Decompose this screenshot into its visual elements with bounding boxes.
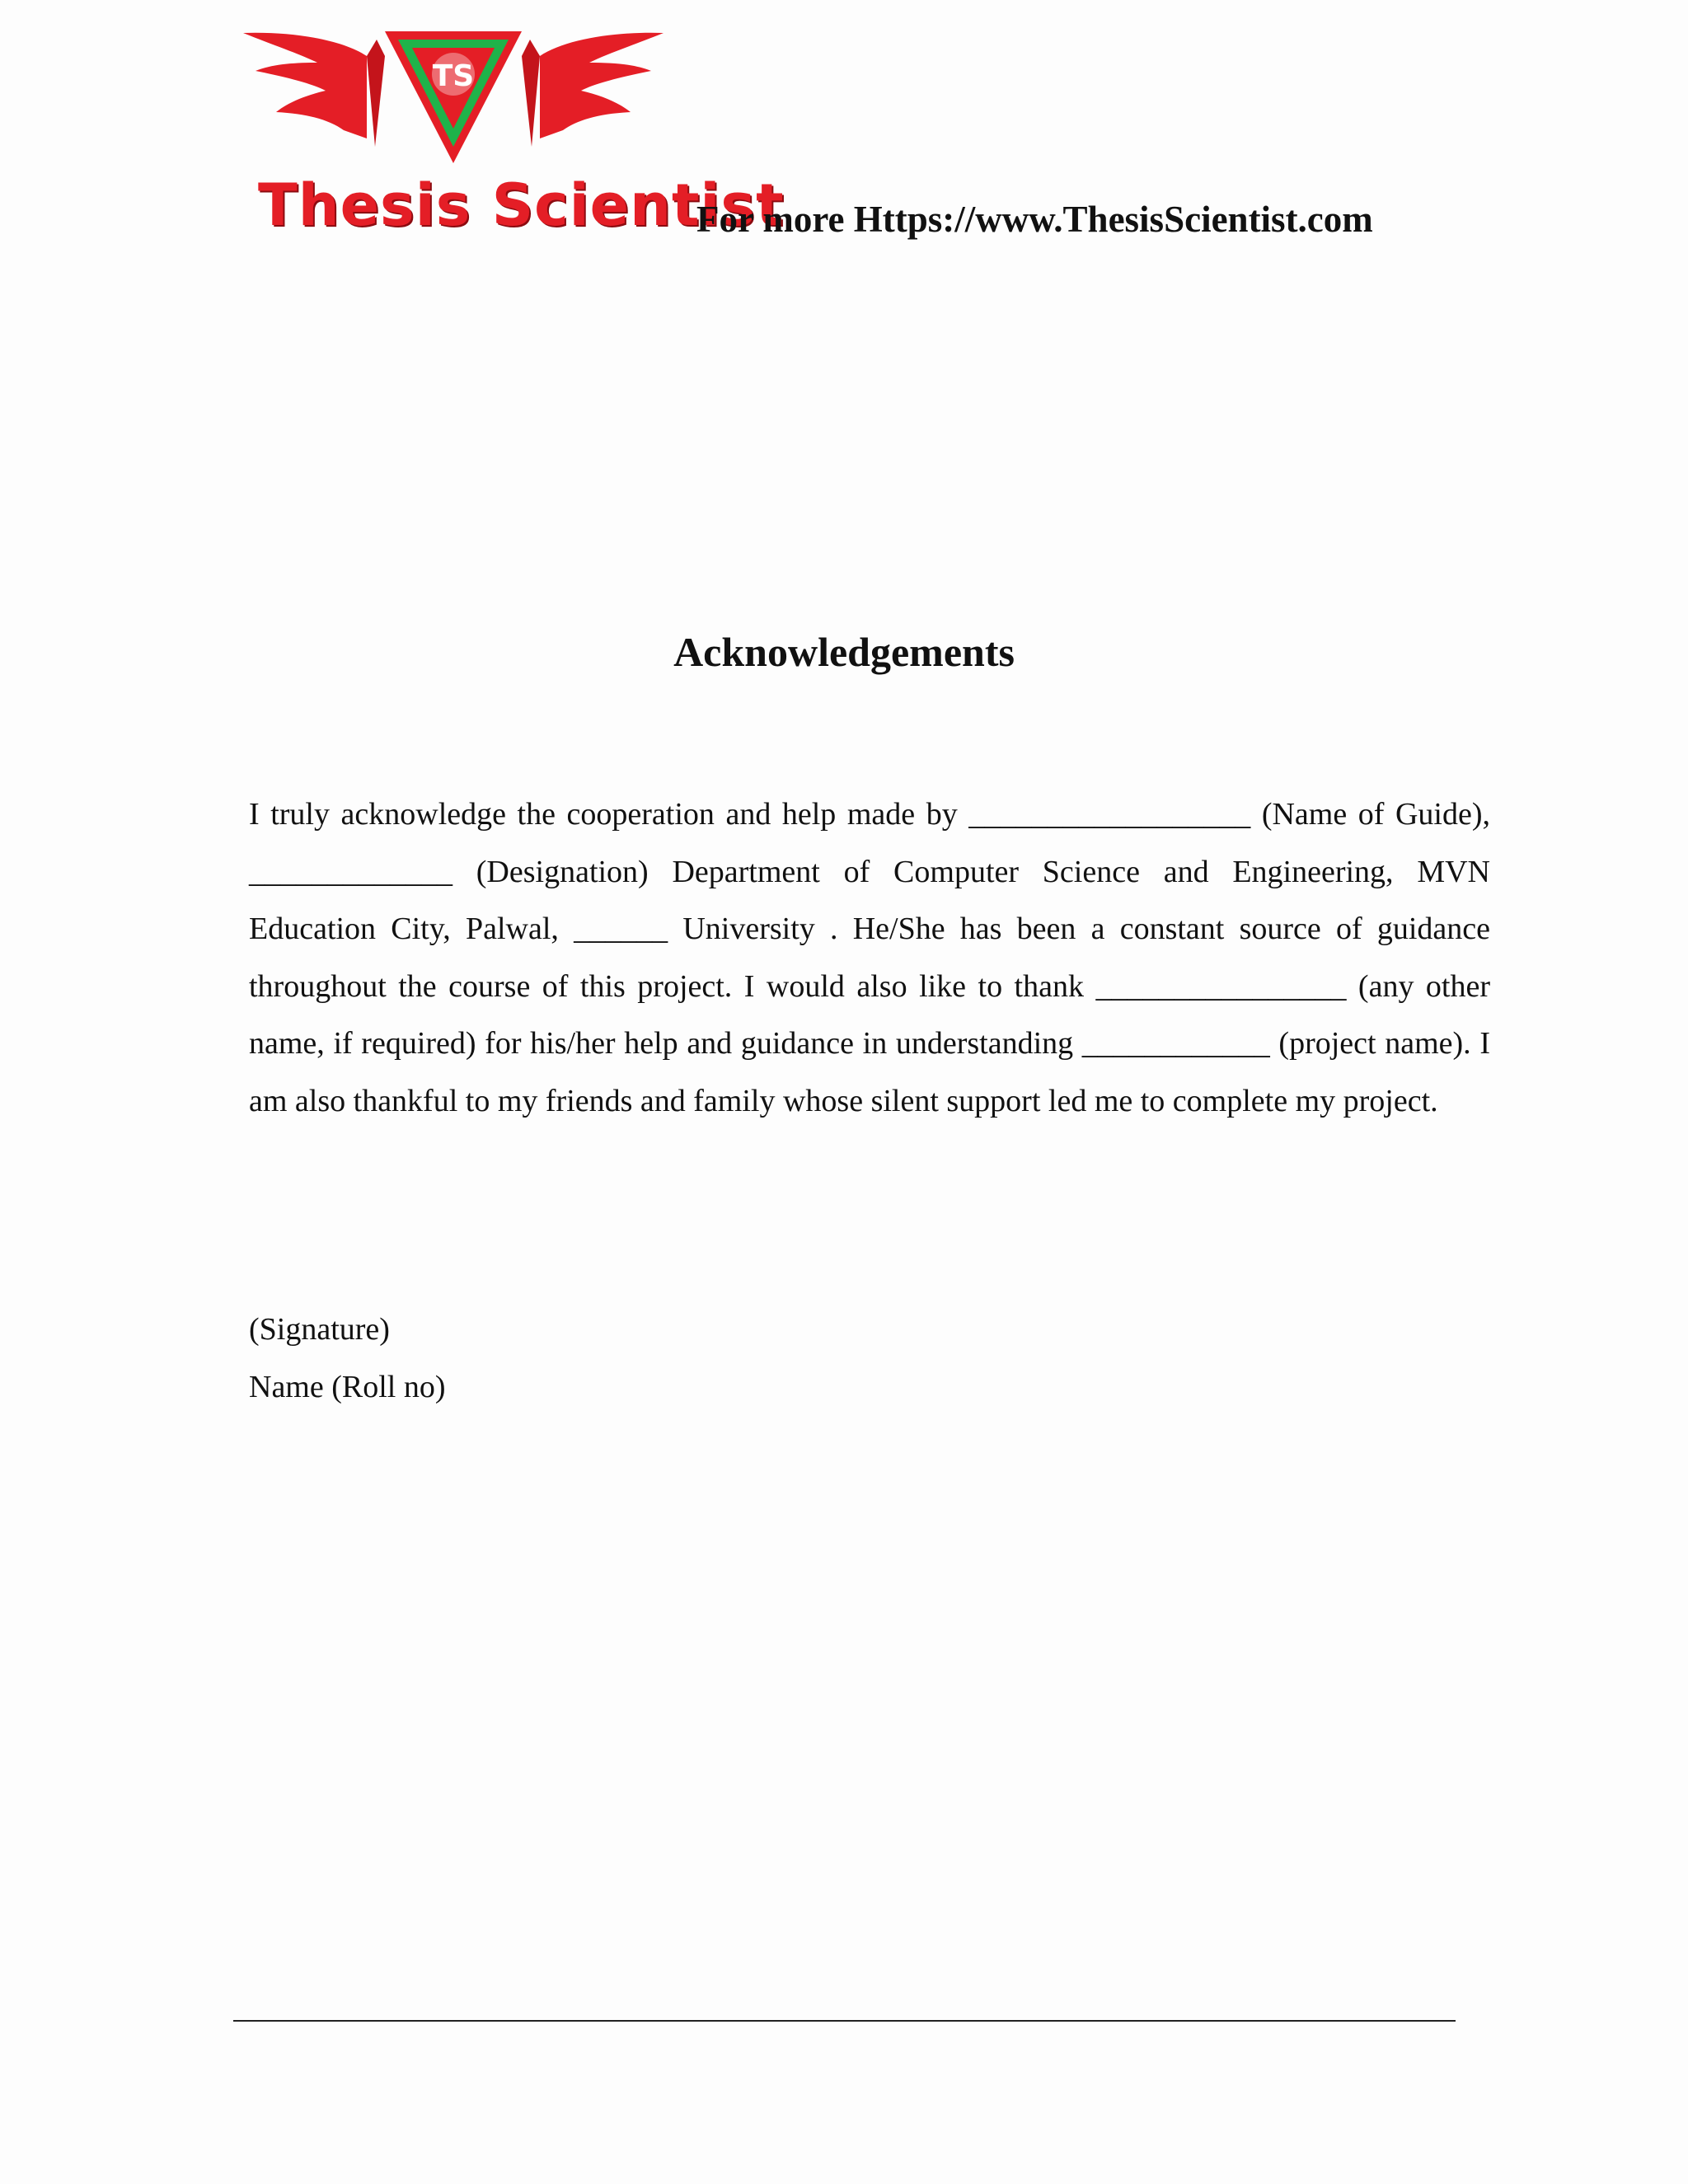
signature-line: (Signature) <box>249 1312 390 1347</box>
thesis-scientist-logo <box>243 23 785 246</box>
footer-divider <box>233 2020 1456 2022</box>
svg-text:TS: TS <box>432 59 475 93</box>
acknowledgement-paragraph: I truly acknowledge the cooperation and help made by __________________ (Name of Guide), _____________ (Designation) Department of Computer Science and Engineering, MVN Education City, Palwal, ______ University . He/She has been a constant source of guidance throughout the course of this project. I would also like to thank ________________ (any other name, if required) for his/her help and guidance in understanding ____________ (project name). I am also thankful to my friends and family whose silent support led me to complete my project. <box>249 797 1490 1118</box>
page-title: Acknowledgements <box>673 629 1015 675</box>
name-roll-line: Name (Roll no) <box>249 1370 446 1404</box>
signature-block <box>249 1301 446 1416</box>
website-link[interactable]: For more Https://www.ThesisScientist.com <box>696 199 1373 240</box>
brand-name: Thesis Scientist <box>258 171 785 239</box>
winged-triangle-emblem <box>243 23 663 180</box>
